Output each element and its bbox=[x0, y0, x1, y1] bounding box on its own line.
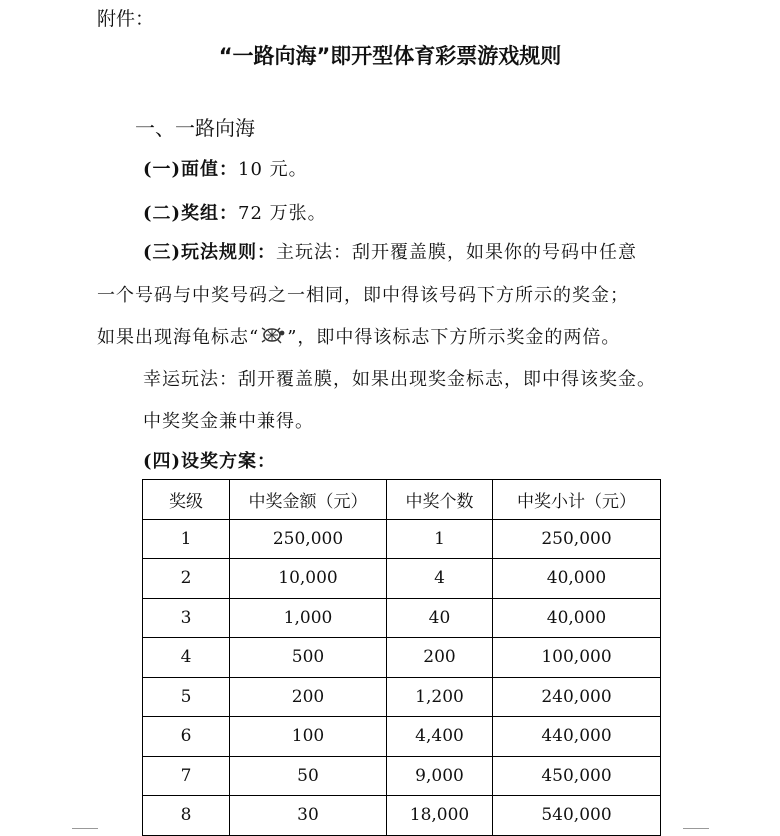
section-heading: 一、一路向海 bbox=[135, 116, 255, 140]
cell-count: 40 bbox=[387, 598, 493, 638]
header-amount: 中奖金额（元） bbox=[230, 480, 387, 520]
rules-line3-post: ”，即中得该标志下方所示奖金的两倍。 bbox=[287, 327, 621, 348]
cell-count: 18,000 bbox=[387, 796, 493, 836]
rules-line1-text: 主玩法：刮开覆盖膜，如果你的号码中任意 bbox=[276, 242, 638, 263]
face-value-label: (一)面值： bbox=[143, 159, 239, 180]
cell-count: 4,400 bbox=[387, 717, 493, 757]
rules-line-4: 幸运玩法：刮开覆盖膜，如果出现奖金标志，即中得该奖金。 bbox=[143, 369, 656, 390]
table-row bbox=[143, 677, 661, 717]
prize-table bbox=[142, 479, 661, 836]
cell-level: 8 bbox=[143, 796, 230, 836]
rules-label: (三)玩法规则： bbox=[143, 242, 277, 263]
table-row bbox=[143, 559, 661, 599]
cell-count: 4 bbox=[387, 559, 493, 599]
cell-amount: 200 bbox=[230, 677, 387, 717]
turtle-icon bbox=[259, 325, 287, 345]
cell-amount: 50 bbox=[230, 756, 387, 796]
face-value-line bbox=[143, 155, 308, 181]
cell-level: 1 bbox=[143, 519, 230, 559]
prize-group-text: 72 万张。 bbox=[238, 203, 327, 224]
cell-amount: 250,000 bbox=[230, 519, 387, 559]
cell-subtotal: 40,000 bbox=[493, 598, 661, 638]
cell-level: 6 bbox=[143, 717, 230, 757]
cell-subtotal: 450,000 bbox=[493, 756, 661, 796]
page-corner-mark-right bbox=[683, 828, 709, 829]
header-count: 中奖个数 bbox=[387, 480, 493, 520]
rules-line-2: 一个号码与中奖号码之一相同，即中得该号码下方所示的奖金； bbox=[97, 285, 629, 306]
cell-level: 2 bbox=[143, 559, 230, 599]
table-row bbox=[143, 717, 661, 757]
table-row bbox=[143, 519, 661, 559]
cell-amount: 100 bbox=[230, 717, 387, 757]
table-row bbox=[143, 756, 661, 796]
prize-group-line bbox=[143, 199, 327, 225]
table-row bbox=[143, 796, 661, 836]
prize-group-label: (二)奖组： bbox=[143, 203, 239, 224]
cell-level: 5 bbox=[143, 677, 230, 717]
cell-count: 200 bbox=[387, 638, 493, 678]
attachment-label: 附件： bbox=[97, 8, 155, 30]
page-title: “一路向海”即开型体育彩票游戏规则 bbox=[218, 44, 562, 68]
rules-line-5: 中奖奖金兼中兼得。 bbox=[143, 411, 314, 432]
cell-subtotal: 540,000 bbox=[493, 796, 661, 836]
cell-amount: 500 bbox=[230, 638, 387, 678]
cell-amount: 1,000 bbox=[230, 598, 387, 638]
table-header-row bbox=[143, 480, 661, 520]
table-row bbox=[143, 598, 661, 638]
rules-line-3 bbox=[97, 323, 620, 349]
cell-level: 7 bbox=[143, 756, 230, 796]
header-level: 奖级 bbox=[143, 480, 230, 520]
header-subtotal: 中奖小计（元） bbox=[493, 480, 661, 520]
cell-level: 3 bbox=[143, 598, 230, 638]
cell-subtotal: 240,000 bbox=[493, 677, 661, 717]
cell-subtotal: 40,000 bbox=[493, 559, 661, 599]
prize-plan-label: (四)设奖方案： bbox=[143, 451, 277, 472]
cell-level: 4 bbox=[143, 638, 230, 678]
cell-count: 1 bbox=[387, 519, 493, 559]
rules-line3-pre: 如果出现海龟标志“ bbox=[97, 327, 260, 348]
cell-subtotal: 100,000 bbox=[493, 638, 661, 678]
face-value-text: 10 元。 bbox=[238, 159, 308, 180]
cell-subtotal: 440,000 bbox=[493, 717, 661, 757]
rules-line-1 bbox=[143, 238, 637, 264]
cell-amount: 10,000 bbox=[230, 559, 387, 599]
table-row bbox=[143, 638, 661, 678]
cell-subtotal: 250,000 bbox=[493, 519, 661, 559]
cell-count: 1,200 bbox=[387, 677, 493, 717]
cell-amount: 30 bbox=[230, 796, 387, 836]
cell-count: 9,000 bbox=[387, 756, 493, 796]
page-corner-mark-left bbox=[72, 828, 98, 829]
